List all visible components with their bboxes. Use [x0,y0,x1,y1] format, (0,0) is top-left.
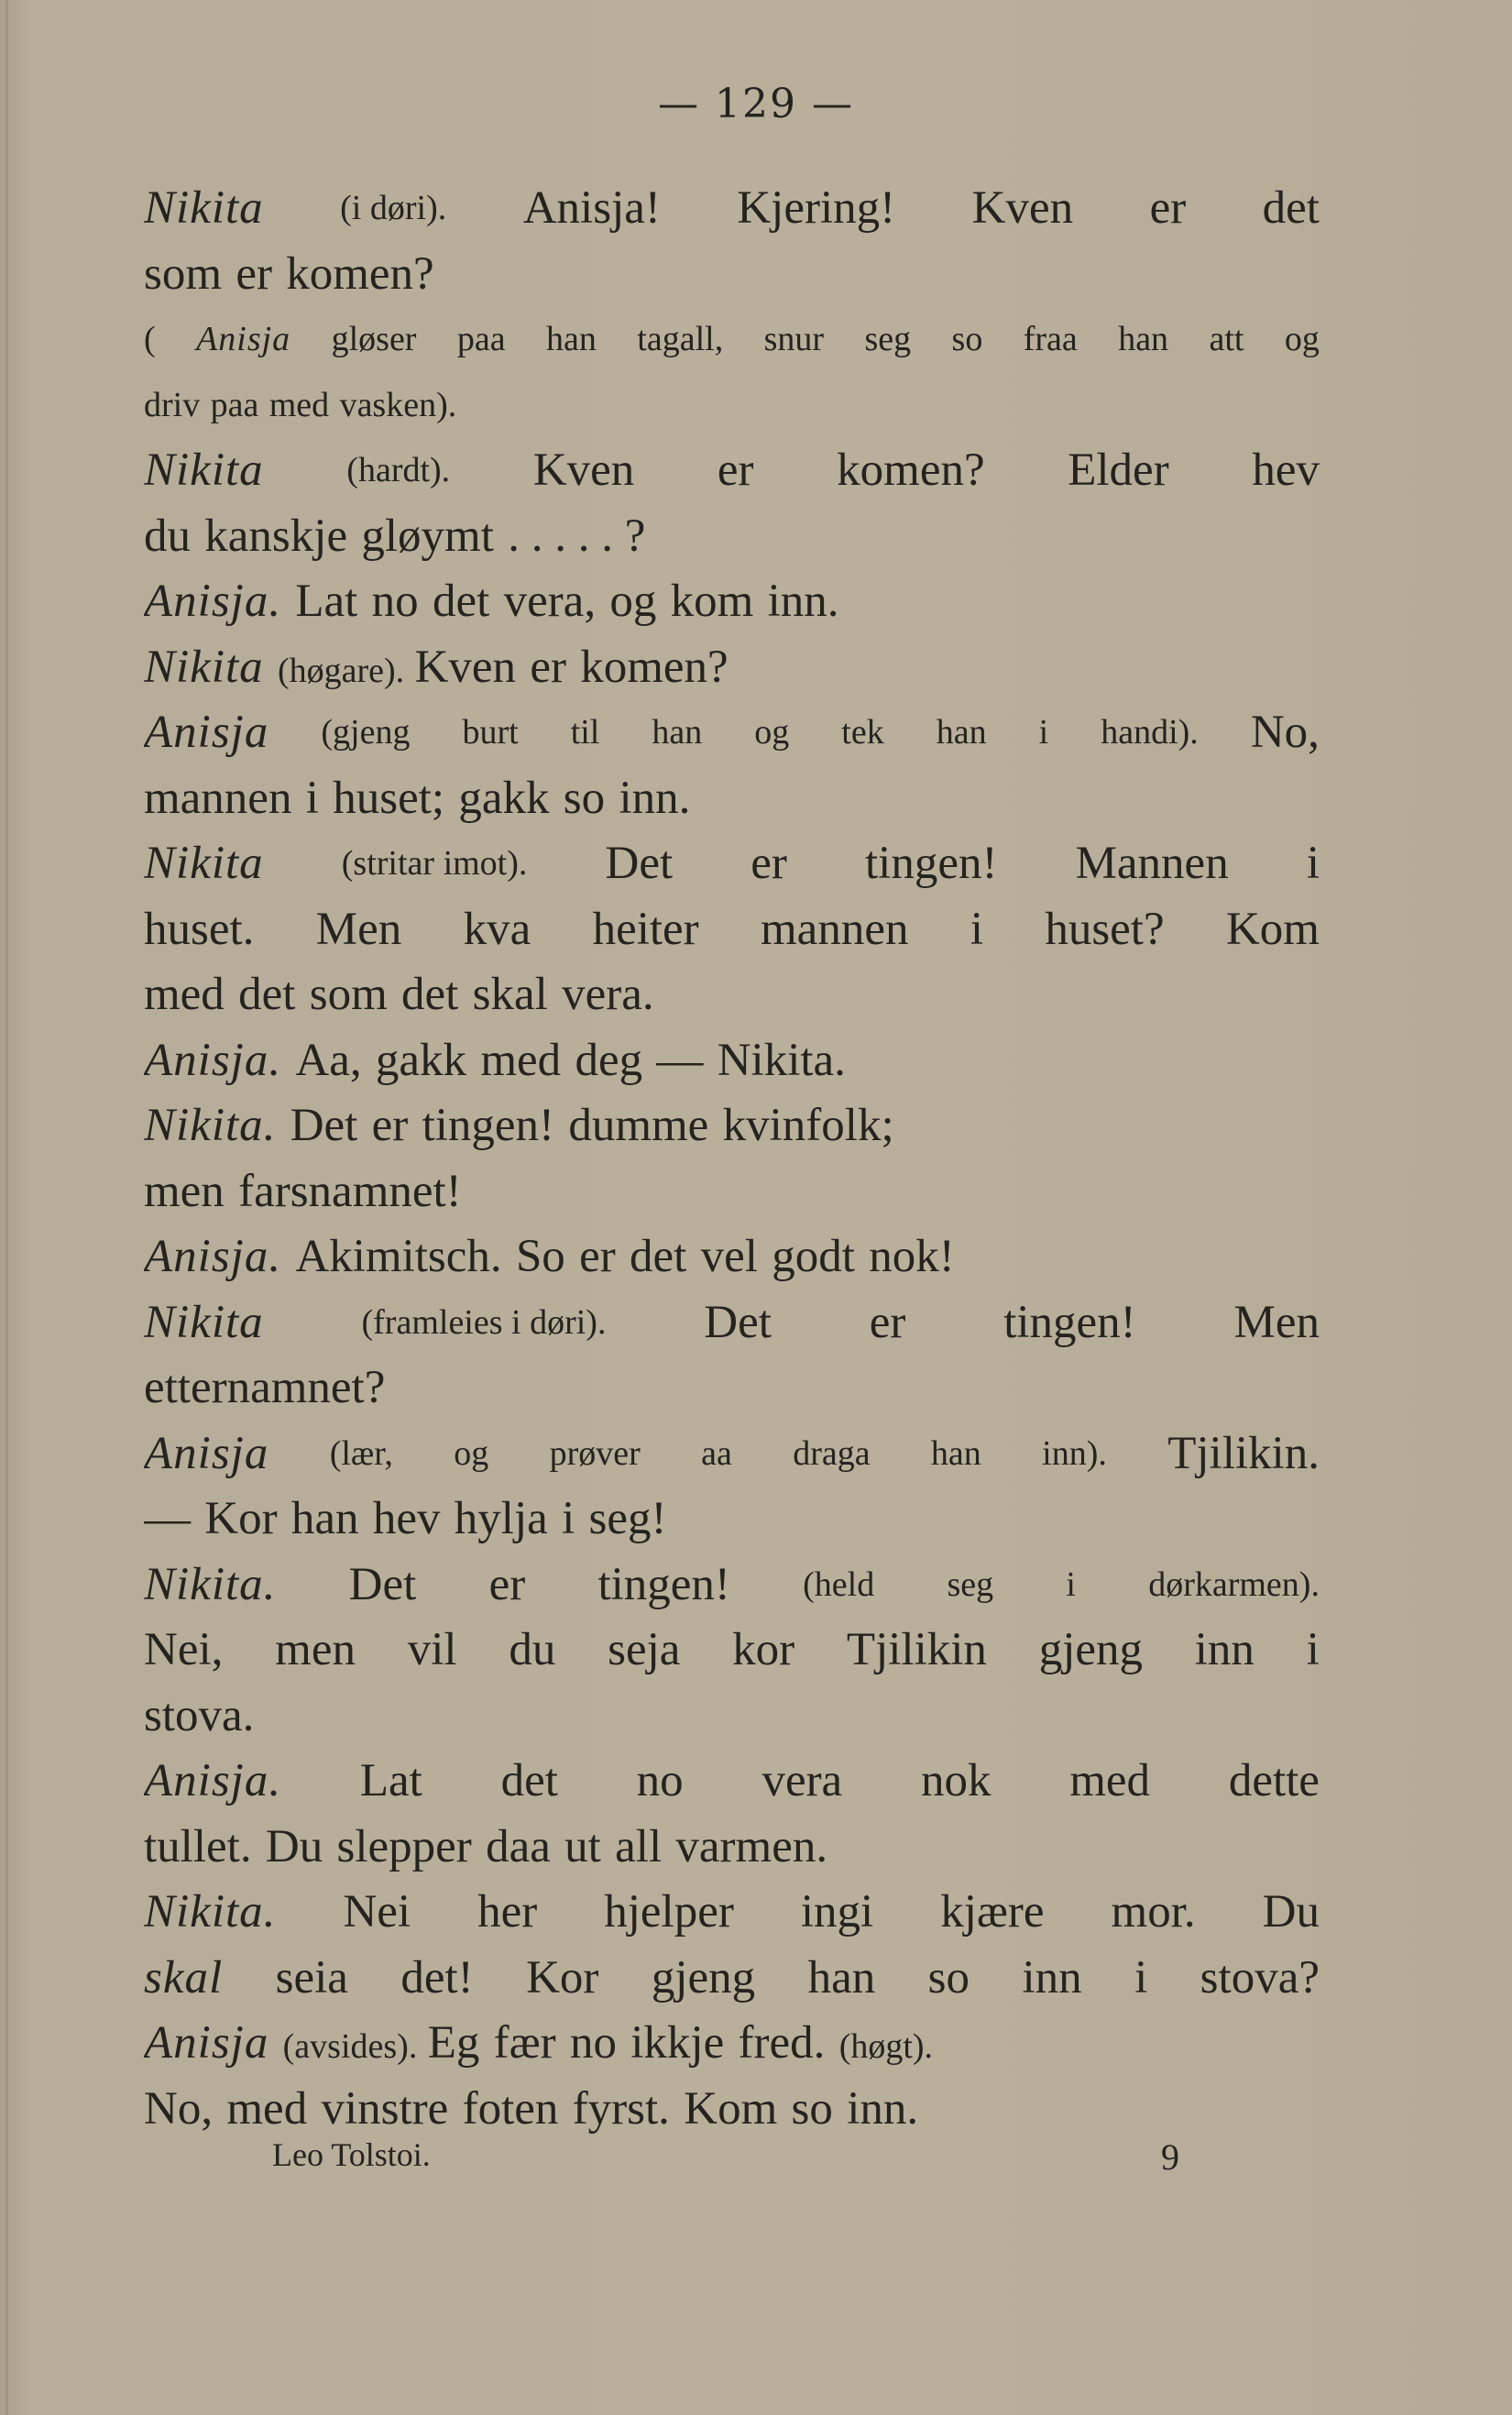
word: og [454,1433,489,1473]
word: Nikita. [144,1886,277,1937]
text-line [144,700,1320,766]
word: i [562,1493,575,1544]
word: Anisja [144,2017,269,2069]
word: inn). [1042,1433,1107,1473]
word: kvinfolk; [722,1100,894,1151]
text-line [144,1093,1320,1159]
word: inn [1194,1624,1255,1675]
word: til [570,713,600,752]
word: tagall, [637,320,724,358]
word: du [509,1624,556,1675]
word: hjelper [604,1886,734,1937]
word: kva [463,903,531,955]
word: nok! [869,1231,955,1282]
word: det [432,576,490,627]
word: i [1134,1951,1148,2003]
word: han [546,320,597,358]
text-line [144,1159,1320,1225]
text-line [144,1946,1320,2012]
text-line [144,373,1320,439]
word: er [371,1100,409,1151]
word: han [290,1493,359,1544]
word: gløser [331,320,417,358]
word: med [268,385,330,424]
word: stova. [144,1689,255,1741]
word: vera. [562,969,654,1020]
word: som [144,247,223,300]
word: komen? [580,641,729,693]
word: er [751,838,787,889]
word: komen? [286,247,434,300]
word: kom [670,576,754,627]
word: komen? [837,445,985,496]
word: med [1069,1755,1151,1806]
word: det [630,1231,687,1282]
text-line [144,242,1320,308]
word: Nei, [144,1624,224,1675]
word: Anisja. [144,1034,282,1086]
text-line [144,897,1320,963]
word: men [275,1624,356,1675]
word: med [226,2082,308,2135]
word: tingen! [422,1100,555,1151]
word: paa [456,320,506,358]
word: han [807,1951,876,2003]
word: no [371,576,419,627]
word: Kven [414,641,517,693]
word: varmen. [675,1820,828,1872]
word: . . . . . ? [508,510,646,562]
word: (framleies i døri). [361,1302,607,1342]
word: slepper [336,1820,472,1872]
word: Anisja. [144,1755,282,1806]
word: burt [462,713,519,752]
word: etternamnet? [144,1362,386,1413]
word: dørkarmen). [1148,1564,1320,1604]
word: med [480,1034,562,1086]
word: ( [144,320,156,358]
word: kjære [940,1886,1045,1937]
word: no [636,1755,684,1806]
word: tingen! [597,1558,730,1610]
word: han [930,1433,981,1473]
word: Kor [526,1951,599,2003]
word: att [1209,320,1244,358]
word: Men [1233,1296,1320,1348]
word: hev [1252,445,1320,496]
word: i [1306,1624,1320,1675]
word: vinstre [321,2082,449,2135]
word: Du [1262,1886,1320,1937]
word: fraa [1023,320,1078,358]
word: her [477,1886,538,1937]
text-line [144,962,1320,1028]
word: er [1149,182,1187,234]
word: gløymt [361,510,494,562]
word: Kor [204,1493,278,1544]
word: gjeng [651,1951,756,2003]
footer-signature: 9 [1161,2136,1179,2178]
word: (i døri). [340,189,447,227]
word: er [869,1296,906,1348]
word: huset. [144,903,255,955]
word: i [305,772,319,824]
word: all [615,1820,663,1872]
word: Du [265,1820,323,1872]
word: No, [1250,707,1320,758]
word: deg [575,1034,643,1086]
word: er [530,641,566,693]
word: gakk [458,772,550,824]
word: i [1306,838,1320,889]
word: er [488,1558,526,1610]
word: i [1038,713,1049,752]
word: (gjeng [321,713,411,752]
text-line [144,1290,1320,1356]
word: tek [841,713,884,752]
word: dumme [568,1100,709,1151]
word: seia [275,1951,348,2003]
page-edge [5,0,8,2415]
word: Kom [684,2082,778,2135]
word: stova? [1200,1951,1320,2003]
word: mannen [761,903,909,955]
word: Nikita [144,1296,264,1348]
word: tingen! [865,838,998,889]
word: og [1284,320,1320,358]
word: er [579,1231,616,1282]
word: vel [700,1231,758,1282]
word: vasken). [339,385,457,424]
word: hylja [454,1493,548,1544]
text-line [144,1880,1320,1946]
word: vil [407,1624,457,1675]
word: Elder [1068,445,1169,496]
word: gakk [375,1034,467,1086]
word: Kven [971,182,1074,234]
word: han [1118,320,1169,358]
word: heiter [592,903,699,955]
text-line [144,635,1320,701]
text-line [144,1553,1320,1619]
word: inn. [847,2082,919,2135]
word: inn. [767,576,839,627]
word: er [236,247,272,300]
word: ikkje [630,2017,725,2069]
word: det [500,1755,558,1806]
word: Anisja [144,707,269,758]
word: skal [144,1951,224,2003]
word: Nikita [144,641,264,693]
word: mannen [144,772,292,824]
footer-author: Leo Tolstoi. [272,2136,431,2173]
word: du [144,510,191,562]
word: tullet. [144,1820,252,1872]
word: hev [372,1493,441,1544]
word: handi). [1101,713,1199,752]
word: Nikita [144,182,264,234]
word: Nikita. [144,1558,277,1610]
word: Kom [1225,903,1320,955]
word: so [951,320,983,358]
text-line [144,1224,1320,1290]
word: kor [732,1624,795,1675]
word: mor. [1111,1886,1196,1937]
word: Anisja [144,1427,269,1479]
text-line [144,438,1320,504]
text-line [144,1618,1320,1684]
word: inn [1022,1951,1082,2003]
word: vera [761,1755,843,1806]
word: han [652,713,703,752]
word: farsnamnet! [238,1165,462,1217]
word: (held [803,1564,875,1604]
word: Nei [343,1886,411,1937]
word: han [936,713,987,752]
word: — [656,1034,704,1086]
word: Men [315,903,402,955]
word: godt [772,1231,855,1282]
word: Det [290,1100,358,1151]
word: Nikita [144,445,264,496]
word: men [144,1165,225,1217]
text-line [144,569,1320,635]
word: fær [493,2017,556,2069]
word: paa [210,385,259,424]
word: Anisja! [522,182,661,234]
text-line [144,766,1320,832]
text-line [144,176,1320,242]
word: No, [144,2082,214,2135]
word: snur [763,320,825,358]
word: dette [1228,1755,1320,1806]
word: Anisja. [144,1231,282,1282]
word: som [309,969,388,1020]
word: er [717,445,754,496]
word: — [144,1493,191,1544]
word: (hardt). [346,451,451,489]
page-header: — 129 — [658,81,854,127]
text-line [144,1487,1320,1553]
word: (lær, [329,1433,393,1473]
word: og [609,576,657,627]
word: seg! [588,1493,667,1544]
word: so [563,772,606,824]
word: fred. [738,2017,826,2069]
word: (avsides). [282,2027,418,2066]
word: Kjering! [737,182,896,234]
word: ut [564,1820,601,1872]
word: seja [608,1624,681,1675]
word: Lat [295,576,358,627]
text-line [144,1815,1320,1881]
word: Det [704,1296,772,1348]
text-line [144,1028,1320,1094]
word: huset? [1045,903,1165,955]
word: Det [348,1558,417,1610]
word: tingen! [1003,1296,1136,1348]
word: no [569,2017,617,2069]
word: seg [947,1564,994,1604]
text-line [144,504,1320,570]
word: Nikita [144,838,264,889]
word: gjeng [1038,1624,1143,1675]
text-line [144,1684,1320,1750]
word: fyrst. [572,2082,670,2135]
word: foten [462,2082,559,2135]
word: draga [793,1433,871,1473]
word: Tjilikin [846,1624,987,1675]
word: skal [472,969,548,1020]
word: det [401,969,459,1020]
word: (høgt). [838,2027,934,2066]
text-line [144,831,1320,897]
word: daa [486,1820,551,1872]
word: nok [920,1755,992,1806]
body-text [144,176,1320,2142]
word: Tjilikin. [1167,1427,1320,1479]
word: Kven [532,445,635,496]
text-line [144,1422,1320,1487]
word: so [791,2082,833,2135]
word: Aa, [295,1034,362,1086]
word: so [927,1951,970,2003]
text-line [144,2077,1320,2143]
word: Anisja. [144,576,282,627]
word: Nikita. [717,1034,846,1086]
word: og [754,713,790,752]
word: vera, [503,576,597,627]
word: seg [864,320,912,358]
word: (høgare). [277,651,405,690]
word: ingi [800,1886,874,1937]
word: det [1262,182,1320,234]
word: aa [701,1433,732,1473]
word: huset; [333,772,445,824]
text-line [144,1356,1320,1422]
word: Anisja [196,320,291,358]
word: det! [400,1951,474,2003]
text-line [144,2011,1320,2077]
word: i [1066,1564,1076,1604]
word: i [970,903,983,955]
word: driv [144,385,201,424]
word: Akimitsch. [295,1231,502,1282]
word: Det [605,838,674,889]
text-line [144,307,1320,373]
word: Lat [359,1755,422,1806]
word: Eg [427,2017,480,2069]
word: det [238,969,296,1020]
word: kanskje [204,510,348,562]
word: Mannen [1075,838,1229,889]
text-line [144,1749,1320,1815]
word: (stritar imot). [341,844,528,883]
word: Nikita. [144,1100,277,1151]
page-footer [272,2135,1189,2178]
word: prøver [549,1433,641,1473]
word: med [144,969,225,1020]
word: So [515,1231,565,1282]
word: inn. [619,772,691,824]
